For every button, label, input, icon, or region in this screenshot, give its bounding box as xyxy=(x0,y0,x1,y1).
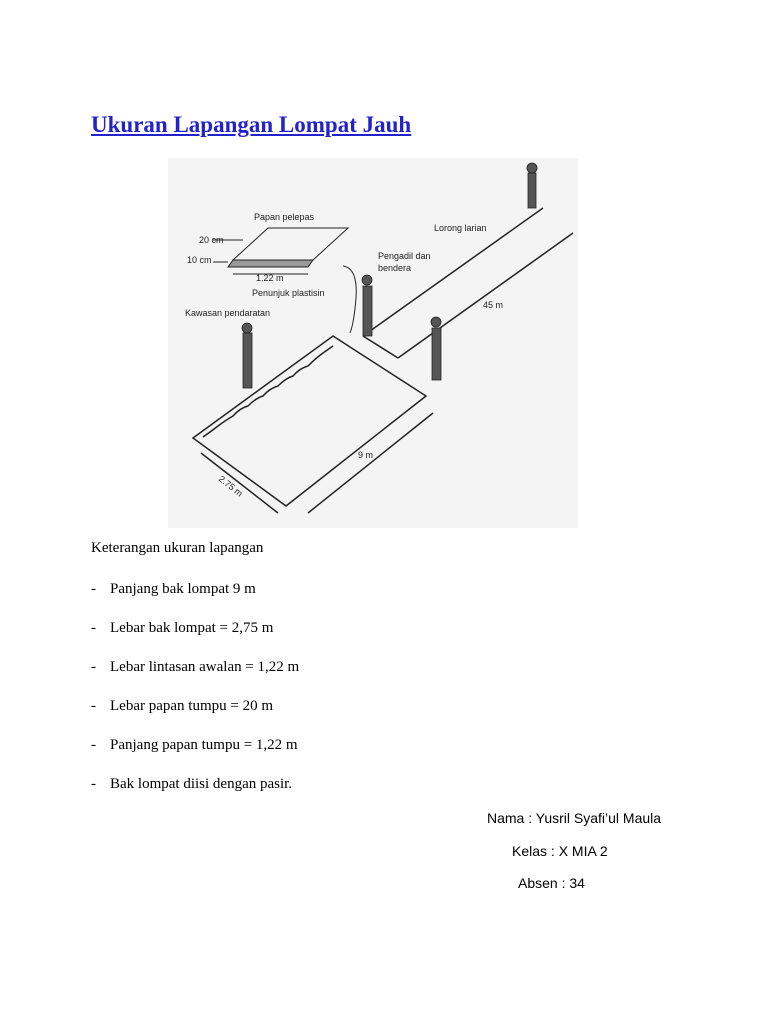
list-item xyxy=(91,657,299,696)
signature-nama: Nama : Yusril Syafi’ul Maula xyxy=(487,810,662,826)
label-10cm: 10 cm xyxy=(187,255,212,265)
label-45m: 45 m xyxy=(483,300,504,310)
label-9m: 9 m xyxy=(358,450,374,460)
list-dash: - xyxy=(91,581,96,597)
list-item xyxy=(91,618,299,657)
list-item-text: Panjang papan tumpu = 1,22 m xyxy=(110,737,298,753)
signature-absen: Absen : 34 xyxy=(518,875,585,891)
list-dash: - xyxy=(91,620,96,636)
list-item-text: Lebar lintasan awalan = 1,22 m xyxy=(110,659,300,675)
list-item xyxy=(91,579,299,618)
label-penunjuk-plastisin: Penunjuk plastisin xyxy=(252,288,325,298)
long-jump-field-diagram xyxy=(168,158,578,528)
notes-heading: Keterangan ukuran lapangan xyxy=(91,540,264,556)
label-kawasan-pendaratan: Kawasan pendaratan xyxy=(185,308,271,318)
label-papan-pelepas: Papan pelepas xyxy=(254,212,315,222)
label-1-22m: 1.22 m xyxy=(256,273,284,283)
signature-kelas: Kelas : X MIA 2 xyxy=(512,843,608,859)
list-dash: - xyxy=(91,659,96,675)
list-item-text: Bak lompat diisi dengan pasir. xyxy=(110,776,293,792)
list-item xyxy=(91,696,299,735)
label-2-75m: 2.75 m xyxy=(216,473,245,499)
list-dash: - xyxy=(91,737,96,753)
label-lorong-larian: Lorong larian xyxy=(434,223,487,233)
list-item-text: Lebar papan tumpu = 20 m xyxy=(110,698,274,714)
list-item xyxy=(91,774,299,813)
list-item-text: Lebar bak lompat = 2,75 m xyxy=(110,620,274,636)
page-title[interactable]: Ukuran Lapangan Lompat Jauh xyxy=(91,112,412,137)
notes-list xyxy=(91,579,299,813)
list-item-text: Panjang bak lompat 9 m xyxy=(110,581,256,597)
label-pengadil-1: Pengadil dan xyxy=(378,251,431,261)
field-diagram-svg xyxy=(168,158,578,528)
label-pengadil-2: bendera xyxy=(378,263,412,273)
list-dash: - xyxy=(91,698,96,714)
list-dash: - xyxy=(91,776,96,792)
label-20cm: 20 cm xyxy=(199,235,224,245)
list-item xyxy=(91,735,299,774)
